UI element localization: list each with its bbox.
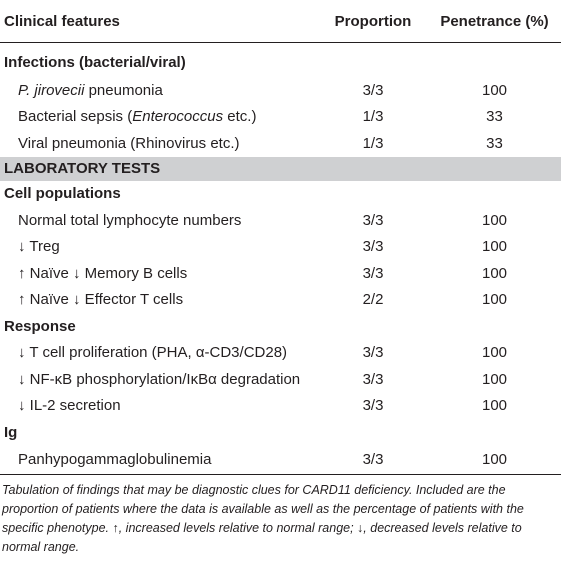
row-penetrance: 100 <box>481 370 508 388</box>
section-title: Ig <box>4 423 18 441</box>
table-row <box>0 446 561 475</box>
row-label: ↑ Naïve ↓ Effector T cells <box>18 291 184 309</box>
row-proportion: 3/3 <box>362 344 384 362</box>
row-label: ↓ T cell proliferation (PHA, α-CD3/CD28) <box>18 344 288 362</box>
table-row <box>0 287 561 314</box>
row-penetrance: 100 <box>481 291 508 309</box>
organism-name: P. jirovecii <box>18 81 85 99</box>
row-label: Bacterial sepsis (Enterococcus etc.) <box>18 108 257 126</box>
row-penetrance: 100 <box>481 81 508 99</box>
organism-name: Enterococcus <box>132 108 224 126</box>
header-penetrance: Penetrance (%) <box>428 0 561 43</box>
row-label: P. jirovecii pneumonia <box>18 81 163 99</box>
section-cell-populations <box>0 181 561 208</box>
table-row <box>0 393 561 420</box>
table-row <box>0 260 561 287</box>
section-title: Cell populations <box>4 185 121 203</box>
header-proportion: Proportion <box>318 0 428 43</box>
table-row <box>0 77 561 104</box>
row-label: ↓ IL-2 secretion <box>18 397 121 415</box>
band-title: LABORATORY TESTS <box>0 157 561 181</box>
section-response <box>0 313 561 340</box>
row-proportion: 2/2 <box>362 291 384 309</box>
row-penetrance: 100 <box>428 446 561 475</box>
row-label: ↓ Treg <box>18 238 60 256</box>
header-clinical-features: Clinical features <box>0 0 318 43</box>
row-penetrance: 100 <box>481 264 508 282</box>
table-row <box>0 340 561 367</box>
row-penetrance: 100 <box>481 238 508 256</box>
row-proportion: 3/3 <box>362 397 384 415</box>
row-label: Panhypogammaglobulinemia <box>0 446 318 475</box>
row-penetrance: 33 <box>486 134 503 152</box>
row-label: Normal total lymphocyte numbers <box>18 211 242 229</box>
section-infections <box>0 43 561 78</box>
row-penetrance: 100 <box>481 397 508 415</box>
table-header-row <box>0 0 561 43</box>
laboratory-tests-band <box>0 157 561 181</box>
section-title: Response <box>4 317 76 335</box>
table-row <box>0 207 561 234</box>
row-penetrance: 33 <box>486 108 503 126</box>
section-ig <box>0 419 561 446</box>
table-row <box>0 366 561 393</box>
table-caption: Tabulation of findings that may be diagnostic clues for CARD11 deficiency. Included are the proportion of patients where the data is available as well as the percentage of patients with the specific phenotype. ↑, increased levels relative to normal range; ↓, decreased levels relative to normal range. <box>2 482 524 554</box>
table-row <box>0 104 561 131</box>
section-title: Infections (bacterial/viral) <box>4 53 186 71</box>
row-proportion: 3/3 <box>362 81 384 99</box>
row-label: Viral pneumonia (Rhinovirus etc.) <box>18 134 240 152</box>
row-proportion: 3/3 <box>362 211 384 229</box>
table-row <box>0 234 561 261</box>
row-proportion: 3/3 <box>362 264 384 282</box>
row-proportion: 1/3 <box>362 134 384 152</box>
row-proportion: 3/3 <box>362 238 384 256</box>
row-penetrance: 100 <box>481 211 508 229</box>
row-label: ↑ Naïve ↓ Memory B cells <box>18 264 188 282</box>
row-proportion: 1/3 <box>362 108 384 126</box>
row-proportion: 3/3 <box>318 446 428 475</box>
table-row <box>0 130 561 157</box>
row-proportion: 3/3 <box>362 370 384 388</box>
row-label: ↓ NF-κB phosphorylation/IκBα degradation <box>18 370 301 388</box>
row-penetrance: 100 <box>481 344 508 362</box>
